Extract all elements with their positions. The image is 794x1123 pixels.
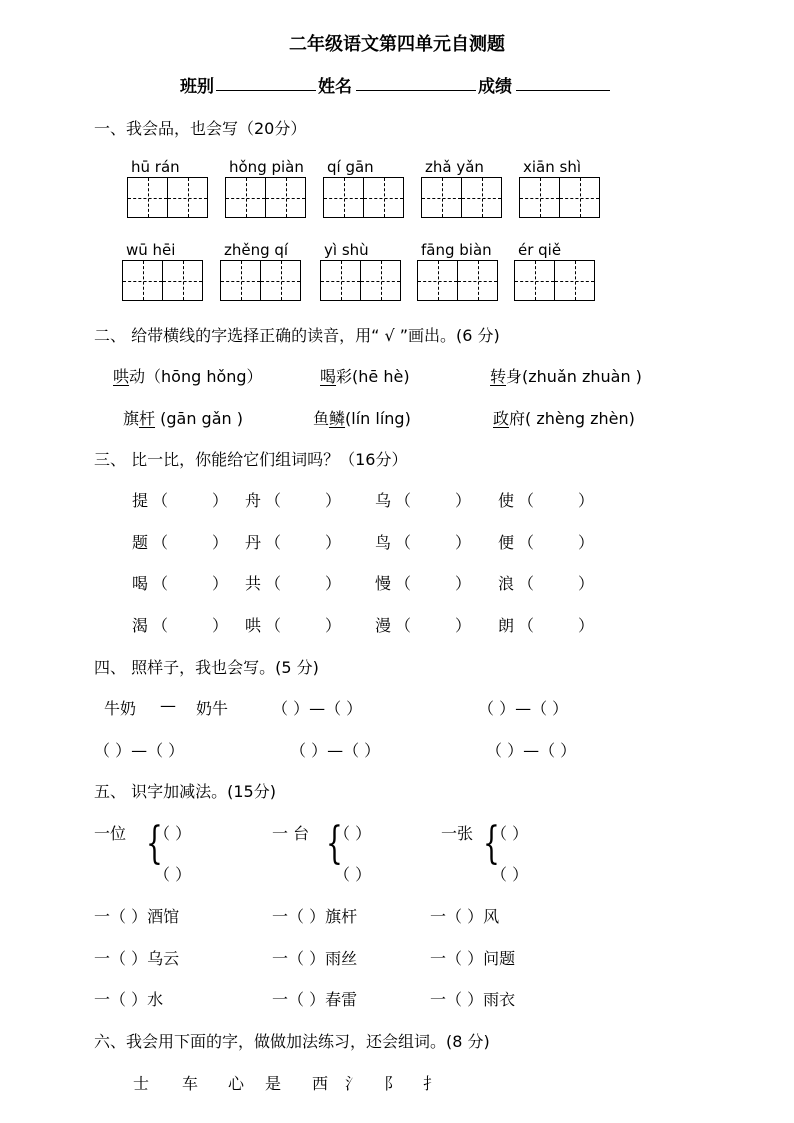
writing-cell[interactable] bbox=[260, 260, 301, 301]
fill-blank[interactable]: （ ） bbox=[491, 865, 529, 884]
compare-char: 题 bbox=[132, 533, 149, 552]
answer-open-paren[interactable]: （ bbox=[152, 574, 169, 593]
answer-close-paren: ） bbox=[212, 533, 229, 552]
answer-open-paren[interactable]: （ bbox=[518, 574, 535, 593]
compare-char: 乌 bbox=[375, 491, 392, 510]
answer-close-paren: ） bbox=[455, 574, 472, 593]
pronunciation-item[interactable]: 旗杆 (gān gǎn ) bbox=[123, 409, 243, 428]
pronunciation-item[interactable]: 政府( zhèng zhèn) bbox=[493, 409, 635, 428]
pronunciation-item[interactable]: 鱼鳞(lín líng) bbox=[313, 409, 411, 428]
writing-cell[interactable] bbox=[167, 177, 208, 218]
compare-char: 舟 bbox=[245, 491, 262, 510]
measure-fill-item[interactable]: 一（ ）水 bbox=[94, 990, 164, 1009]
compare-char: 鸟 bbox=[375, 533, 392, 552]
answer-close-paren: ） bbox=[325, 574, 342, 593]
compare-char: 便 bbox=[498, 533, 515, 552]
section-3-heading: 三、 比一比，你能给它们组词吗？（16分） bbox=[94, 450, 408, 469]
pinyin-label: yì shù bbox=[324, 241, 369, 259]
compare-char: 共 bbox=[245, 574, 262, 593]
pinyin-label: wū hēi bbox=[126, 241, 176, 259]
fill-blank[interactable]: （ ） bbox=[154, 824, 192, 843]
compare-char: 丹 bbox=[245, 533, 262, 552]
class-blank[interactable] bbox=[216, 90, 316, 91]
page-title: 二年级语文第四单元自测题 bbox=[289, 34, 505, 55]
component-char: 扌 bbox=[423, 1074, 440, 1093]
answer-open-paren[interactable]: （ bbox=[395, 574, 412, 593]
writing-cell[interactable] bbox=[417, 260, 458, 301]
answer-open-paren[interactable]: （ bbox=[152, 491, 169, 510]
writing-cell[interactable] bbox=[265, 177, 306, 218]
swap-blank-pair[interactable]: （ ）—（ ） bbox=[272, 699, 363, 718]
name-blank[interactable] bbox=[356, 90, 476, 91]
swap-blank-pair[interactable]: （ ）—（ ） bbox=[94, 741, 185, 760]
answer-close-paren: ） bbox=[578, 533, 595, 552]
component-char: 心 bbox=[228, 1074, 245, 1093]
answer-open-paren[interactable]: （ bbox=[518, 491, 535, 510]
measure-fill-item[interactable]: 一（ ）雨衣 bbox=[430, 990, 516, 1009]
answer-open-paren[interactable]: （ bbox=[265, 616, 282, 635]
answer-close-paren: ） bbox=[455, 616, 472, 635]
pinyin-label: hū rán bbox=[131, 158, 180, 176]
answer-open-paren[interactable]: （ bbox=[265, 533, 282, 552]
swap-blank-pair[interactable]: （ ）—（ ） bbox=[478, 699, 569, 718]
writing-cell[interactable] bbox=[514, 260, 555, 301]
answer-open-paren[interactable]: （ bbox=[395, 616, 412, 635]
answer-open-paren[interactable]: （ bbox=[395, 491, 412, 510]
answer-close-paren: ） bbox=[455, 533, 472, 552]
swap-blank-pair[interactable]: （ ）—（ ） bbox=[290, 741, 381, 760]
writing-cell[interactable] bbox=[559, 177, 600, 218]
pinyin-label: ér qiě bbox=[518, 241, 562, 259]
fill-blank[interactable]: （ ） bbox=[334, 865, 372, 884]
measure-fill-item[interactable]: 一（ ）风 bbox=[430, 907, 500, 926]
writing-cell[interactable] bbox=[127, 177, 168, 218]
measure-word-group: 一张 bbox=[441, 824, 474, 843]
writing-cell[interactable] bbox=[360, 260, 401, 301]
section-1-heading: 一、我会品，也会写（20分） bbox=[94, 119, 307, 138]
brace-icon: { bbox=[326, 818, 343, 869]
pronunciation-item[interactable]: 转身(zhuǎn zhuàn ) bbox=[490, 367, 642, 386]
example-dash: — bbox=[160, 696, 176, 715]
writing-cell[interactable] bbox=[323, 177, 364, 218]
section-5-heading: 五、 识字加减法。(15分) bbox=[94, 782, 276, 801]
answer-close-paren: ） bbox=[212, 574, 229, 593]
brace-icon: { bbox=[483, 818, 500, 869]
pronunciation-item[interactable]: 喝彩(hē hè) bbox=[320, 367, 410, 386]
answer-close-paren: ） bbox=[325, 616, 342, 635]
pinyin-label: hǒng piàn bbox=[229, 158, 304, 176]
component-char: 氵 bbox=[345, 1074, 362, 1093]
measure-word-group: 一 台 bbox=[272, 824, 310, 843]
pinyin-label: zhǎ yǎn bbox=[425, 158, 484, 176]
compare-char: 慢 bbox=[375, 574, 392, 593]
name-label: 姓名 bbox=[318, 77, 352, 97]
writing-cell[interactable] bbox=[122, 260, 163, 301]
pinyin-label: fāng biàn bbox=[421, 241, 492, 259]
pinyin-label: xiān shì bbox=[523, 158, 582, 176]
component-char: 车 bbox=[182, 1074, 199, 1093]
fill-blank[interactable]: （ ） bbox=[334, 824, 372, 843]
writing-cell[interactable] bbox=[225, 177, 266, 218]
compare-char: 漫 bbox=[375, 616, 392, 635]
answer-open-paren[interactable]: （ bbox=[395, 533, 412, 552]
answer-close-paren: ） bbox=[212, 491, 229, 510]
measure-word-group: 一位 bbox=[94, 824, 127, 843]
answer-close-paren: ） bbox=[578, 616, 595, 635]
class-label: 班别 bbox=[180, 77, 214, 97]
example-word-a: 牛奶 bbox=[104, 699, 137, 718]
writing-cell[interactable] bbox=[320, 260, 361, 301]
section-6-heading: 六、我会用下面的字，做做加法练习，还会组词。(8 分) bbox=[94, 1032, 490, 1051]
compare-char: 喝 bbox=[132, 574, 149, 593]
pinyin-label: qí gān bbox=[327, 158, 374, 176]
answer-close-paren: ） bbox=[325, 533, 342, 552]
writing-cell[interactable] bbox=[457, 260, 498, 301]
compare-char: 哄 bbox=[245, 616, 262, 635]
answer-open-paren[interactable]: （ bbox=[152, 533, 169, 552]
writing-cell[interactable] bbox=[461, 177, 502, 218]
measure-fill-item[interactable]: 一（ ）问题 bbox=[430, 949, 516, 968]
measure-fill-item[interactable]: 一（ ）春雷 bbox=[272, 990, 358, 1009]
compare-char: 提 bbox=[132, 491, 149, 510]
component-char: 阝 bbox=[384, 1074, 401, 1093]
measure-fill-item[interactable]: 一（ ）酒馆 bbox=[94, 907, 180, 926]
answer-close-paren: ） bbox=[455, 491, 472, 510]
answer-close-paren: ） bbox=[325, 491, 342, 510]
writing-cell[interactable] bbox=[554, 260, 595, 301]
answer-close-paren: ） bbox=[578, 574, 595, 593]
writing-cell[interactable] bbox=[363, 177, 404, 218]
writing-cell[interactable] bbox=[421, 177, 462, 218]
answer-open-paren[interactable]: （ bbox=[518, 533, 535, 552]
writing-cell[interactable] bbox=[220, 260, 261, 301]
fill-blank[interactable]: （ ） bbox=[154, 865, 192, 884]
measure-fill-item[interactable]: 一（ ）乌云 bbox=[94, 949, 180, 968]
answer-close-paren: ） bbox=[212, 616, 229, 635]
section-2-heading: 二、 给带横线的字选择正确的读音，用“ √ ”画出。(6 分) bbox=[94, 326, 500, 345]
pinyin-label: zhěng qí bbox=[224, 241, 289, 259]
answer-close-paren: ） bbox=[578, 491, 595, 510]
component-char: 是 bbox=[265, 1074, 282, 1093]
component-char: 西 bbox=[312, 1074, 329, 1093]
example-word-b: 奶牛 bbox=[196, 699, 229, 718]
section-4-heading: 四、 照样子，我也会写。(5 分) bbox=[94, 658, 319, 677]
score-blank[interactable] bbox=[516, 90, 610, 91]
swap-blank-pair[interactable]: （ ）—（ ） bbox=[486, 741, 577, 760]
measure-fill-item[interactable]: 一（ ）雨丝 bbox=[272, 949, 358, 968]
measure-fill-item[interactable]: 一（ ）旗杆 bbox=[272, 907, 358, 926]
component-char: 士 bbox=[133, 1074, 150, 1093]
compare-char: 使 bbox=[498, 491, 515, 510]
brace-icon: { bbox=[146, 818, 163, 869]
answer-open-paren[interactable]: （ bbox=[518, 616, 535, 635]
writing-cell[interactable] bbox=[162, 260, 203, 301]
pronunciation-item[interactable]: 哄动（hōng hǒng） bbox=[113, 367, 263, 386]
answer-open-paren[interactable]: （ bbox=[152, 616, 169, 635]
fill-blank[interactable]: （ ） bbox=[491, 824, 529, 843]
writing-cell[interactable] bbox=[519, 177, 560, 218]
answer-open-paren[interactable]: （ bbox=[265, 491, 282, 510]
compare-char: 浪 bbox=[498, 574, 515, 593]
score-label: 成绩 bbox=[478, 77, 512, 97]
answer-open-paren[interactable]: （ bbox=[265, 574, 282, 593]
compare-char: 朗 bbox=[498, 616, 515, 635]
compare-char: 渴 bbox=[132, 616, 149, 635]
